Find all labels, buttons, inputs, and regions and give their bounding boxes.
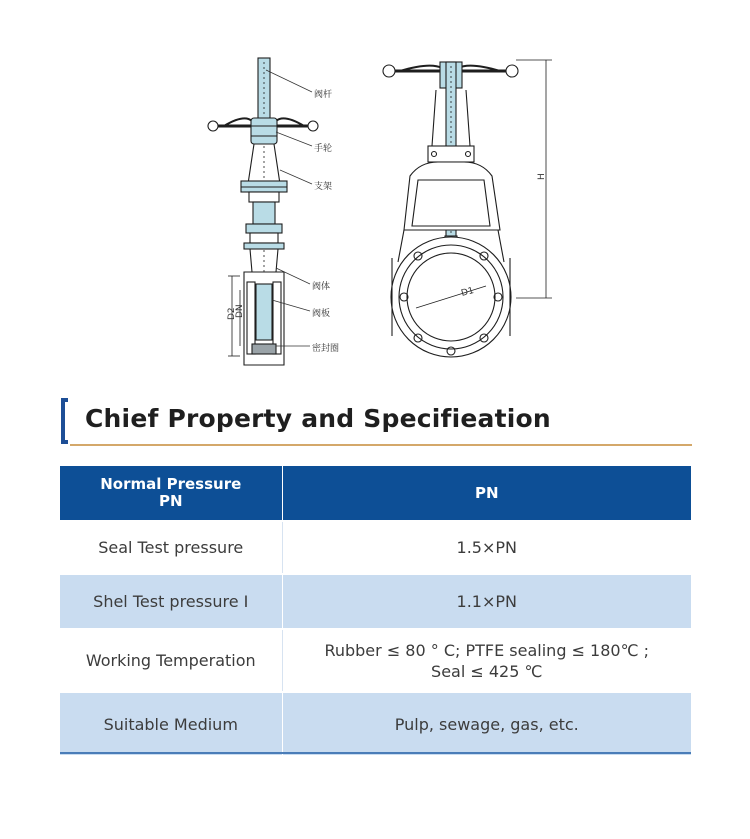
row-label: Working Temperation: [60, 629, 282, 692]
side-view-drawing: [208, 58, 318, 365]
header-col1-line2: PN: [158, 492, 183, 510]
row-label: Shel Test pressure I: [60, 574, 282, 629]
table-row: [60, 692, 691, 756]
header-normal-pressure: [60, 466, 282, 521]
dim-label-h: H: [537, 173, 547, 180]
dim-label-d1: D1: [460, 285, 476, 299]
callout-valve-body: 阀体: [312, 282, 331, 292]
row-label: Seal Test pressure: [60, 521, 282, 574]
header-col1-line1: Normal Pressure: [100, 475, 242, 493]
title-divider: [70, 444, 692, 446]
table-row: [60, 521, 691, 574]
callout-stem: 阀杆: [314, 90, 333, 100]
callout-valve-plate: 阀板: [312, 309, 331, 319]
header-pn: PN: [282, 466, 691, 521]
row-value-line1: Rubber ≤ 80 ° C; PTFE sealing ≤ 180℃ ;: [324, 640, 650, 660]
table-row: [60, 574, 691, 629]
front-view-drawing: [383, 60, 552, 357]
callout-handwheel: 手轮: [314, 144, 333, 154]
callout-seal-ring: 密封圈: [312, 344, 340, 354]
row-value: 1.5×PN: [282, 521, 691, 574]
section-title: Chief Property and Specifieation: [85, 404, 551, 433]
row-value: 1.1×PN: [282, 574, 691, 629]
section-bracket-icon: [61, 398, 68, 444]
valve-technical-drawing: [0, 0, 750, 380]
row-value-line2: Seal ≤ 425 ℃: [431, 661, 543, 681]
dim-label-dn: DN: [235, 304, 245, 318]
table-bottom-rule: [60, 752, 691, 754]
row-value: [282, 629, 691, 692]
dim-label-d2: D2: [227, 307, 237, 320]
row-value: Pulp, sewage, gas, etc.: [282, 692, 691, 756]
table-header-row: [60, 466, 691, 521]
row-label: Suitable Medium: [60, 692, 282, 756]
spec-table: [60, 466, 691, 757]
table-row: [60, 629, 691, 692]
callout-bracket: 支架: [314, 182, 333, 192]
